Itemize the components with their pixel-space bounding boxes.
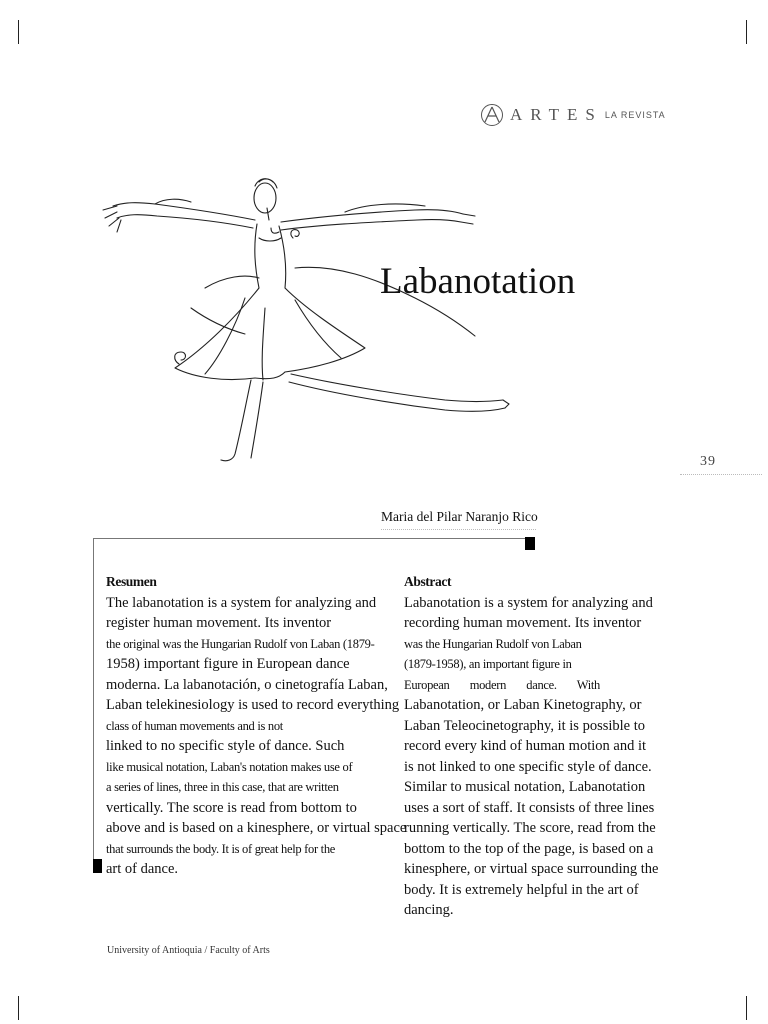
abstract-line: was the Hungarian Rudolf von Laban bbox=[404, 636, 582, 651]
abstract-line: (1879-1958), an important figure in bbox=[404, 657, 572, 671]
resumen-line: art of dance. bbox=[106, 861, 179, 877]
abstract-line: record every kind of human motion and it bbox=[404, 738, 647, 754]
abstract-line: Labanotation is a system for analyzing and bbox=[404, 594, 653, 611]
page-number: 39 bbox=[700, 454, 716, 469]
abstract-line: Labanotation, or Laban Kinetography, or bbox=[404, 697, 642, 713]
abstract-line: kinesphere, or virtual space surrounding the bbox=[404, 861, 659, 877]
crop-mark-bottom-left bbox=[18, 996, 19, 1020]
abstract-line: Laban Teleocinetography, it is possible to bbox=[404, 717, 645, 734]
journal-brand-subtitle: LA REVISTA bbox=[604, 110, 666, 120]
article-title: Labanotation bbox=[380, 261, 576, 302]
resumen-heading: Resumen bbox=[106, 574, 157, 589]
resumen-line: the original was the Hungarian Rudolf von Laban (1879- bbox=[106, 636, 375, 651]
abstract-line: Similar to musical notation, Labanotation bbox=[404, 779, 646, 795]
crop-mark-top-left bbox=[18, 20, 19, 44]
abstract-line: dancing. bbox=[404, 902, 454, 918]
resumen-line: above and is based on a kinesphere, or virtual space bbox=[106, 820, 407, 836]
abstract-line: bottom to the top of the page, is based on a bbox=[404, 840, 654, 857]
abstract-line: body. It is extremely helpful in the art of bbox=[404, 881, 639, 898]
triangle-in-circle-icon bbox=[480, 103, 504, 127]
resumen-line: vertically. The score is read from bottom to bbox=[106, 799, 357, 816]
abstract-line: uses a sort of staff. It consists of three lines bbox=[404, 799, 655, 816]
crop-mark-bottom-right bbox=[746, 996, 747, 1020]
abstract-column bbox=[404, 572, 703, 921]
journal-logo bbox=[480, 103, 666, 127]
page-footer: University of Antioquia / Faculty of Arts bbox=[107, 945, 270, 956]
abstract-heading: Abstract bbox=[404, 574, 452, 589]
resumen-line: a series of lines, three in this case, that are written bbox=[106, 780, 339, 794]
resumen-line: moderna. La labanotación, o cinetografía Laban, bbox=[106, 676, 388, 693]
frame-corner-square bbox=[93, 859, 102, 873]
resumen-line: register human movement. Its inventor bbox=[106, 615, 332, 631]
abstract-line: recording human movement. Its inventor bbox=[404, 615, 642, 631]
resumen-line: that surrounds the body. It is of great help for the bbox=[106, 841, 336, 856]
frame-left-rule bbox=[93, 538, 94, 864]
resumen-line: class of human movements and is not bbox=[106, 718, 283, 733]
resumen-line: 1958) important figure in European dance bbox=[106, 656, 350, 672]
author-rule bbox=[381, 529, 536, 530]
crop-mark-top-right bbox=[746, 20, 747, 44]
frame-corner-square bbox=[525, 537, 535, 550]
frame-top-rule bbox=[93, 538, 529, 539]
abstract-line: is not linked to one specific style of dance. bbox=[404, 758, 652, 775]
resumen-column bbox=[106, 572, 407, 880]
resumen-line: Laban telekinesiology is used to record everything bbox=[106, 697, 400, 713]
page-number-rule bbox=[680, 474, 762, 475]
resumen-line: linked to no specific style of dance. Such bbox=[106, 738, 345, 754]
journal-brand: ARTES bbox=[510, 105, 603, 124]
abstract-line: running vertically. The score, read from the bbox=[404, 820, 656, 836]
article-author: Maria del Pilar Naranjo Rico bbox=[381, 509, 538, 524]
abstract-line: European modern dance. With bbox=[404, 677, 600, 692]
dancer-illustration bbox=[95, 168, 535, 468]
resumen-line: like musical notation, Laban's notation makes use of bbox=[106, 759, 353, 774]
resumen-line: The labanotation is a system for analyzing and bbox=[106, 594, 377, 611]
